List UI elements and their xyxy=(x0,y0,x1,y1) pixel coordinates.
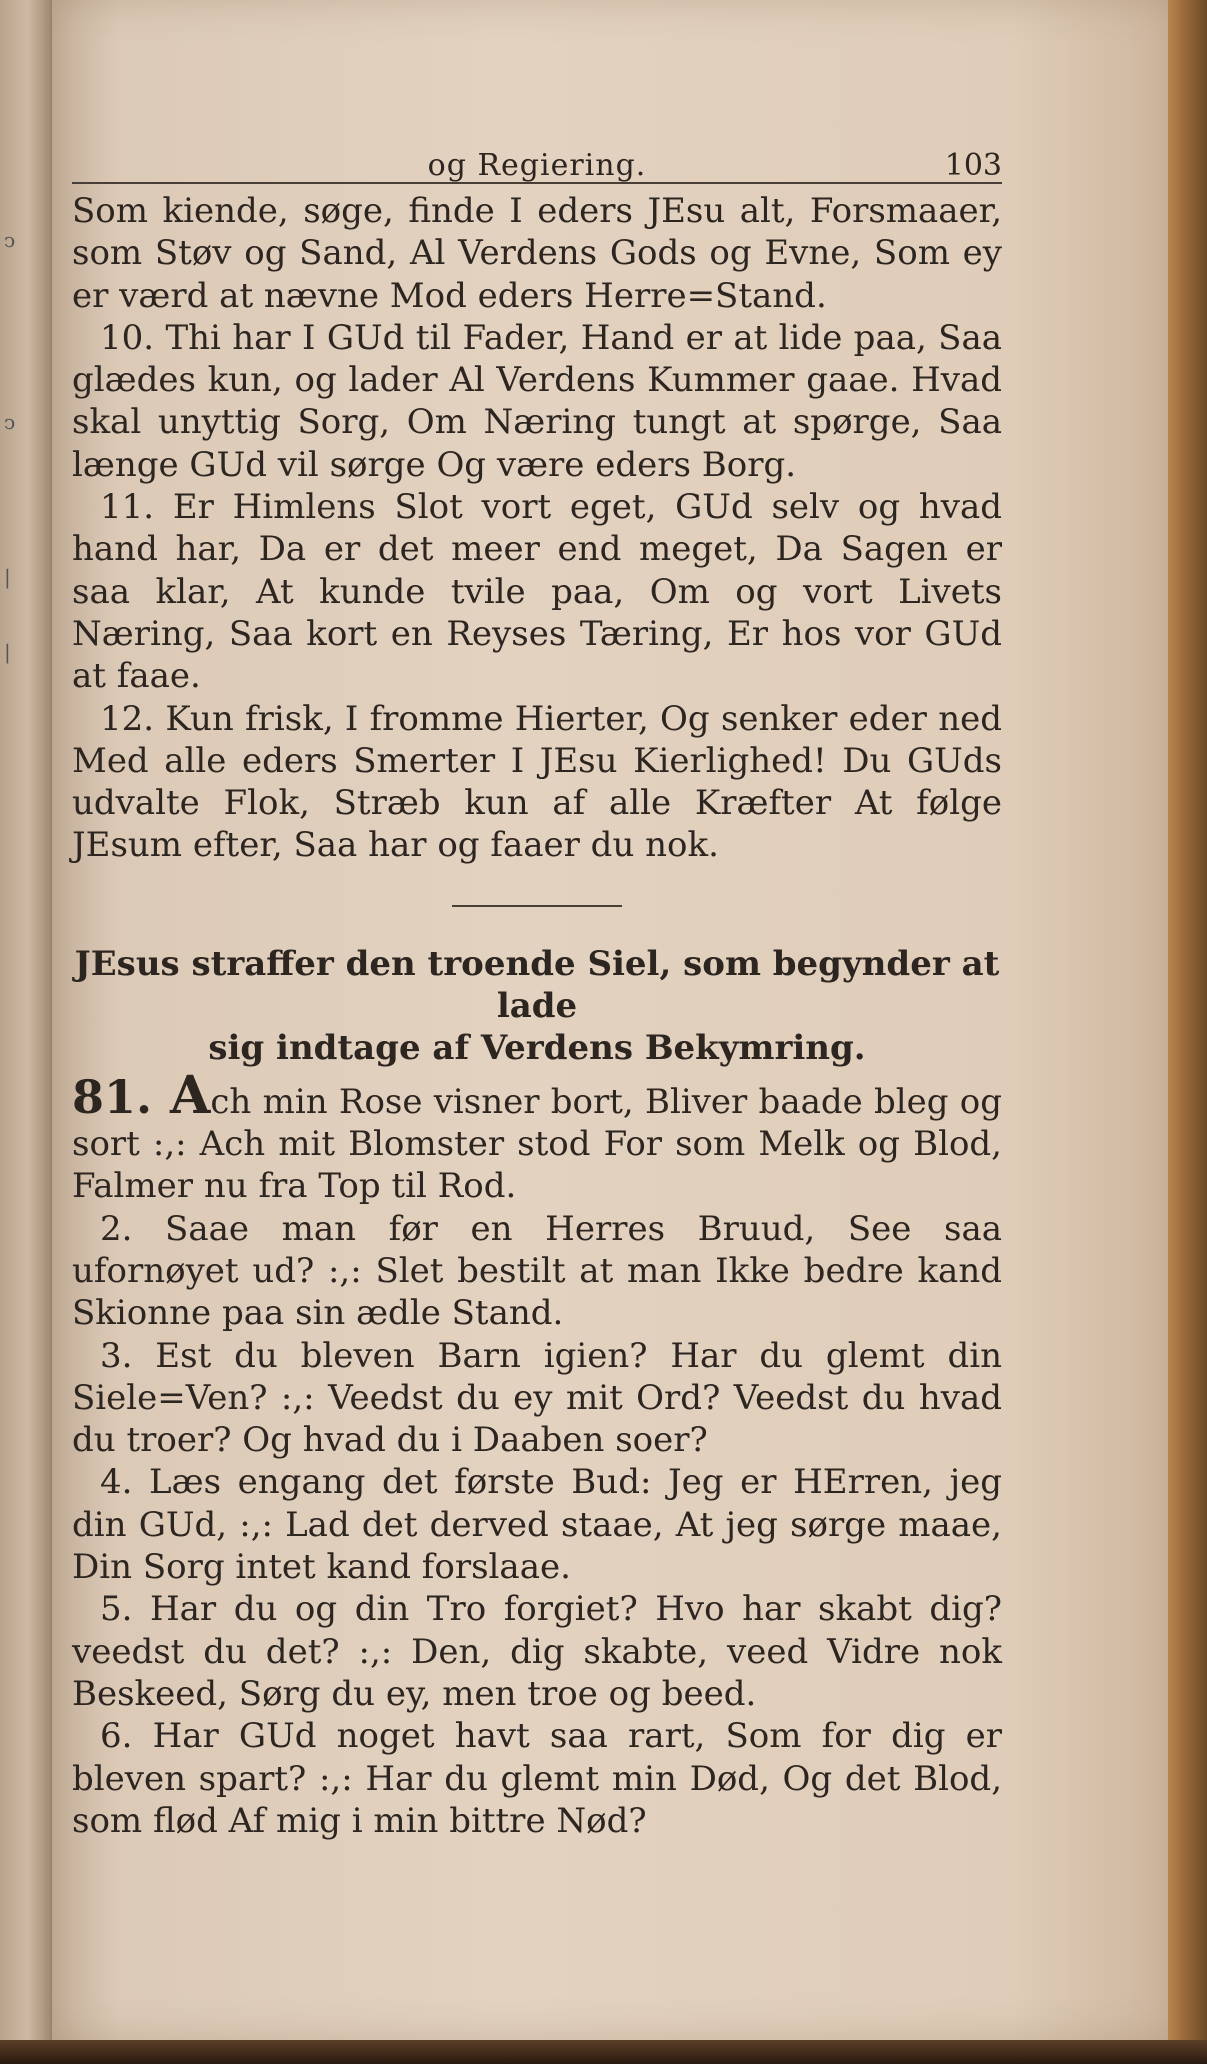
verse-11: 11. Er Himlens Slot vort eget, GUd selv og hvad hand har, Da er det meer end meget, Da Sagen er saa klar, At kunde tvile paa, Om og vort Livets Næring, Saa kort en Reyses Tæring, Er hos vor GUd at faae. xyxy=(72,487,1002,697)
hymn-verse-1 xyxy=(72,1064,1002,1208)
hymn-dropcap: A xyxy=(170,1064,211,1126)
hymn-heading xyxy=(72,943,1002,1069)
margin-mark: ↄ xyxy=(4,228,16,252)
verse-continuation: Som kiende, søge, finde I eders JEsu alt, Forsmaaer, som Støv og Sand, Al Verdens Gods og Evne, Som ey er værd at nævne Mod eders Herre=Stand. xyxy=(72,191,1002,316)
running-header xyxy=(72,130,1002,184)
hymn-verse-1-text: ch min Rose visner bort, Bliver baade bleg og sort :,: Ach mit Blomster stod For som Melk og Blod, Falmer nu fra Top til Rod. xyxy=(72,1081,1002,1207)
book-bottom-edge xyxy=(0,2040,1207,2064)
hymn-verse-3: 3. Est du bleven Barn igien? Har du glemt din Siele=Ven? :,: Veedst du ey mit Ord? Veedst du hvad du troer? Og hvad du i Daaben soer? xyxy=(72,1335,1002,1461)
book-cover-edge xyxy=(1168,0,1207,2064)
hymn-verse-2: 2. Saae man før en Herres Bruud, See saa ufornøyet ud? :,: Slet bestilt at man Ikke bedre kand Skionne paa sin ædle Stand. xyxy=(72,1208,1002,1334)
hymn-body xyxy=(72,1064,1002,1842)
verse-12: 12. Kun frisk, I fromme Hierter, Og senker eder ned Med alle eders Smerter I JEsu Kierlighed! Du GUds udvalte Flok, Stræb kun af alle Kræfter At følge JEsum efter, Saa har og faaer du nok. xyxy=(72,698,1002,866)
page-content xyxy=(72,130,1002,1842)
hymn-number: 81. xyxy=(72,1069,153,1124)
hymn-verse-5: 5. Har du og din Tro forgiet? Hvo har skabt dig? veedst du det? :,: Den, dig skabte, veed Vidre nok Beskeed, Sørg du ey, men troe og beed. xyxy=(72,1589,1002,1714)
margin-mark: ↄ xyxy=(4,410,16,434)
hymn-heading-line-1: JEsus straffer den troende Siel, som begynder at lade xyxy=(74,943,1000,1026)
hymn-heading-line-2: sig indtage af Verdens Bekymring. xyxy=(208,1027,866,1068)
margin-mark: | xyxy=(4,565,11,589)
section-divider xyxy=(452,905,622,907)
top-passage xyxy=(72,190,1002,867)
verse-10: 10. Thi har I GUd til Fader, Hand er at lide paa, Saa glædes kun, og lader Al Verdens Kummer gaae. Hvad skal unyttig Sorg, Om Næring tungt at spørge, Saa længe GUd vil sørge Og være eders Borg. xyxy=(72,317,1002,485)
hymn-verse-6: 6. Har GUd noget havt saa rart, Som for dig er bleven spart? :,: Har du glemt min Død, Og det Blod, som flød Af mig i min bittre Nød? xyxy=(72,1716,1002,1841)
page-number: 103 xyxy=(944,148,1002,183)
hymn-verse-4: 4. Læs engang det første Bud: Jeg er HErren, jeg din GUd, :,: Lad det derved staae, At jeg sørge maae, Din Sorg intet kand forslaae. xyxy=(72,1462,1002,1588)
running-title: og Regiering. xyxy=(427,148,647,183)
margin-mark: | xyxy=(4,640,11,664)
